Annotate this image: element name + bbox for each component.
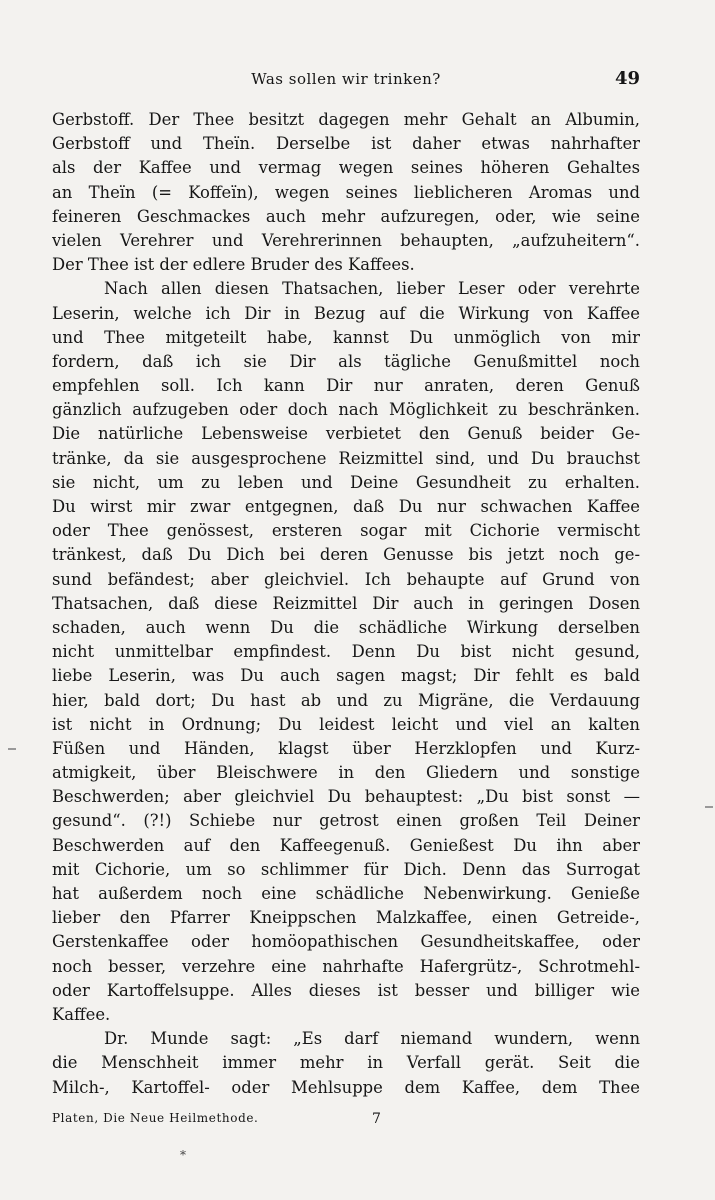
text-line: Nach allen diesen Thatsachen, lieber Leser oder verehrte: [104, 279, 640, 299]
text-line: Gerbstoff. Der Thee besitzt dagegen mehr Gehalt an Albumin,: [52, 110, 640, 129]
page-number: 49: [614, 68, 640, 89]
text-line: hat außerdem noch eine schädliche Nebenwirkung. Genieße: [52, 884, 640, 903]
text-line: Leserin, welche ich Dir in Bezug auf die Wirkung von Kaffee: [52, 303, 640, 323]
scan-edge-mark: [8, 748, 16, 750]
text-line: an Theïn (= Koffeïn), wegen seines lieblicheren Aromas und: [52, 182, 640, 202]
text-line: als der Kaffee und vermag wegen seines höheren Gehaltes: [52, 158, 640, 178]
text-line: vielen Verehrer und Verehrerinnen behaupten, „aufzuheitern“.: [52, 230, 640, 250]
signature-mark: 7: [372, 1111, 381, 1127]
text-line: oder Thee genössest, ersteren sogar mit Cichorie vermischt: [52, 521, 640, 541]
text-line: nicht unmittelbar empfindest. Denn Du bist nicht gesund,: [52, 642, 640, 662]
page-header: [52, 70, 640, 100]
text-line: Füßen und Händen, klagst über Herzklopfen und Kurz-: [52, 738, 640, 758]
text-line: ist nicht in Ordnung; Du leidest leicht und viel an kalten: [52, 714, 640, 734]
text-line: gesund“. (?!) Schiebe nur getrost einen großen Teil Deiner: [52, 811, 640, 831]
text-line: sie nicht, um zu leben und Deine Gesundheit zu erhalten.: [52, 472, 640, 492]
body-text: [52, 108, 640, 1100]
text-line: liebe Leserin, was Du auch sagen magst; Dir fehlt es bald: [52, 666, 640, 686]
ornament-mark: *: [180, 1148, 186, 1162]
text-line: Dr. Munde sagt: „Es darf niemand wundern, wenn: [104, 1029, 640, 1049]
printer-signature: Platen, Die Neue Heilmethode.: [52, 1111, 259, 1125]
text-line: sund befändest; aber gleichviel. Ich behaupte auf Grund von: [52, 569, 640, 589]
text-line: lieber den Pfarrer Kneippschen Malzkaffee, einen Getreide-,: [52, 908, 640, 928]
text-line: Gerbstoff und Theïn. Derselbe ist daher etwas nahrhafter: [52, 134, 640, 154]
text-line: atmigkeit, über Bleischwere in den Gliedern und sonstige: [52, 763, 640, 783]
text-line: mit Cichorie, um so schlimmer für Dich. Denn das Surrogat: [52, 859, 640, 879]
running-title: Was sollen wir trinken?: [251, 70, 441, 88]
page-footer: [52, 1111, 640, 1135]
text-line: die Menschheit immer mehr in Verfall gerät. Seit die: [52, 1053, 640, 1073]
text-line: Gerstenkaffee oder homöopathischen Gesundheitskaffee, oder: [52, 932, 640, 952]
text-line: tränke, da sie ausgesprochene Reizmittel sind, und Du brauchst: [52, 448, 640, 468]
text-line: fordern, daß ich sie Dir als tägliche Genußmittel noch: [52, 351, 640, 371]
text-line: gänzlich aufzugeben oder doch nach Möglichkeit zu beschränken.: [52, 400, 640, 420]
text-line: Thatsachen, daß diese Reizmittel Dir auch in geringen Dosen: [52, 593, 640, 613]
text-line: Beschwerden; aber gleichviel Du behauptest: „Du bist sonst —: [52, 787, 640, 807]
scan-edge-mark: [705, 806, 713, 808]
text-line: noch besser, verzehre eine nahrhafte Hafergrütz-, Schrotmehl-: [52, 956, 640, 976]
text-line: Du wirst mir zwar entgegnen, daß Du nur schwachen Kaffee: [52, 497, 640, 516]
text-line: und Thee mitgeteilt habe, kannst Du unmöglich von mir: [52, 327, 640, 347]
text-line: Kaffee.: [52, 1004, 111, 1024]
text-line: tränkest, daß Du Dich bei deren Genusse bis jetzt noch ge-: [52, 545, 640, 565]
text-line: hier, bald dort; Du hast ab und zu Migräne, die Verdauung: [52, 690, 640, 710]
text-line: Die natürliche Lebensweise verbietet den Genuß beider Ge-: [52, 424, 640, 444]
text-line: oder Kartoffelsuppe. Alles dieses ist besser und billiger wie: [52, 980, 640, 1000]
text-line: Beschwerden auf den Kaffeegenuß. Genießest Du ihn aber: [52, 835, 640, 855]
text-line: Milch-, Kartoffel- oder Mehlsuppe dem Kaffee, dem Thee: [52, 1077, 640, 1097]
text-line: empfehlen soll. Ich kann Dir nur anraten, deren Genuß: [52, 376, 640, 396]
text-line: schaden, auch wenn Du die schädliche Wirkung derselben: [52, 617, 640, 637]
text-line: Der Thee ist der edlere Bruder des Kaffees.: [52, 255, 415, 275]
text-line: feineren Geschmackes auch mehr aufzuregen, oder, wie seine: [52, 206, 640, 226]
